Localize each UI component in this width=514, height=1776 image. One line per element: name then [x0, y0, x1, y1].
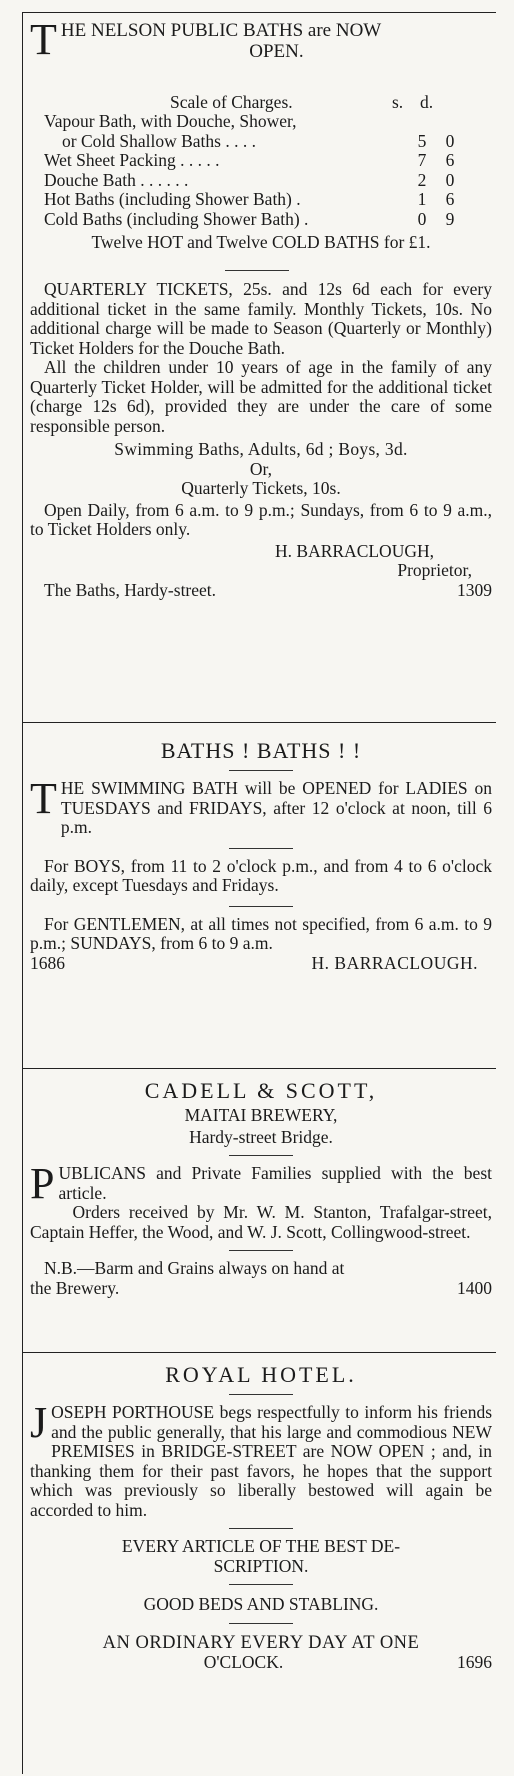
charge-shillings: 7 — [417, 150, 427, 170]
charge-pence: 0 — [445, 130, 455, 151]
nb-line: N.B.—Barm and Grains always on hand at — [44, 1258, 345, 1278]
ad-number: 1309 — [457, 579, 492, 600]
brewery-advertisement — [30, 1078, 492, 1298]
charge-row — [44, 132, 464, 152]
hotel-text: OSEPH PORTHOUSE begs respectfully to inform his friends and the public generally, that his large and commodious NEW PREMISES in BRIDGE-STREET are NOW OPEN ; and, in thanking them for their past favors, he hopes that the support which was previously so liberally bestowed will again be accorded to him. — [30, 1402, 492, 1520]
charge-pence: 9 — [445, 208, 455, 229]
charge-item: Hot Baths (including Shower Bath) . — [44, 189, 301, 209]
or-text: Or, — [249, 458, 273, 479]
ordinary-line2: O'CLOCK. — [203, 1652, 284, 1672]
baths-heading — [30, 15, 492, 64]
charge-shillings: 5 — [417, 130, 427, 151]
every-article-line1: EVERY ARTICLE OF THE BEST DE- — [121, 1536, 401, 1556]
charge-item: Douche Bath . . . . . . — [44, 169, 189, 190]
charge-shillings — [408, 112, 436, 132]
quarterly-tickets: Quarterly Tickets, 10s. — [181, 478, 341, 498]
charge-pence — [436, 112, 464, 132]
boys-paragraph: For BOYS, from 11 to 2 o'clock p.m., and from 4 to 6 o'clock daily, except Tuesdays and Fridays. — [30, 855, 492, 895]
hotel-paragraph — [30, 1398, 492, 1520]
section-rule — [22, 722, 496, 723]
signature: H. BARRACLOUGH. — [311, 952, 478, 973]
swimming-advertisement — [30, 738, 492, 973]
charge-row — [44, 171, 464, 191]
divider — [229, 1584, 293, 1585]
ladies-text: HE SWIMMING BATH will be OPENED for LADIES on TUESDAYS and FRIDAYS, after 12 o'clock at noon, till 6 p.m. — [60, 778, 492, 837]
charge-item: or Cold Shallow Baths . . . . — [62, 130, 256, 151]
signature-row — [30, 954, 492, 974]
ad-number: 1686 — [30, 952, 65, 973]
gentlemen-paragraph: For GENTLEMEN, at all times not specified, from 6 a.m. to 9 p.m.; SUNDAYS, from 6 to 9 a.m. — [30, 913, 492, 953]
left-rule — [22, 12, 23, 1774]
publicans-text: UBLICANS and Private Families supplied with the best article. — [58, 1163, 492, 1203]
section-rule — [22, 1352, 496, 1353]
charge-shillings: 0 — [417, 208, 427, 229]
col-s: s. — [392, 92, 404, 112]
ad-number: 1400 — [457, 1277, 492, 1298]
divider — [229, 770, 293, 771]
hotel-advertisement — [30, 1362, 492, 1673]
newspaper-column — [18, 8, 496, 1768]
charge-row — [44, 190, 464, 210]
divider — [229, 848, 293, 849]
charge-item: Vapour Bath, with Douche, Shower, — [44, 111, 297, 131]
heading-line2: OPEN. — [249, 41, 304, 62]
proprietor-name: H. BARRACLOUGH, — [275, 540, 434, 561]
ad-title: ROYAL HOTEL. — [165, 1362, 357, 1387]
every-article-line2: SCRIPTION. — [213, 1555, 309, 1576]
divider — [229, 1250, 293, 1251]
ad-title: CADELL & SCOTT, — [144, 1078, 378, 1103]
divider — [225, 270, 289, 271]
address: The Baths, Hardy-street. — [44, 579, 217, 600]
ad-number: 1696 — [457, 1652, 492, 1672]
scale-label: Scale of Charges. — [170, 92, 293, 112]
drop-cap: T — [30, 15, 57, 64]
ad-title: BATHS ! BATHS ! ! — [160, 738, 362, 763]
proprietor-title: Proprietor, — [397, 560, 472, 580]
charge-row — [44, 112, 464, 132]
charges-table — [44, 112, 464, 229]
brewery-location: Hardy-street Bridge. — [189, 1126, 333, 1147]
quarterly-section — [30, 280, 492, 600]
children-paragraph: All the children under 10 years of age in the family of any Quarterly Ticket Holder, will be admitted for the additional ticket (charge 12s 6d), provided they are under the care of some responsible person. — [30, 357, 492, 436]
twelve-baths: Twelve HOT and Twelve COLD BATHS for £1. — [91, 232, 431, 252]
ladies-paragraph — [30, 774, 492, 838]
col-d: d. — [420, 92, 434, 112]
charge-pence: 0 — [445, 169, 455, 190]
charge-pence: 6 — [445, 189, 455, 209]
charge-item: Wet Sheet Packing . . . . . — [44, 150, 220, 170]
section-rule — [22, 1068, 496, 1069]
brewery-name: MAITAI BREWERY, — [184, 1105, 338, 1125]
drop-cap: J — [30, 1398, 48, 1447]
scale-header — [30, 92, 492, 112]
ordinary-row — [30, 1653, 492, 1673]
divider — [229, 1623, 293, 1624]
address-row — [30, 581, 492, 601]
ordinary-line1: AN ORDINARY EVERY DAY AT ONE — [102, 1632, 420, 1653]
charge-pence: 6 — [445, 150, 455, 170]
charge-shillings: 2 — [417, 169, 427, 190]
brewery-row — [30, 1279, 492, 1299]
divider — [229, 906, 293, 907]
divider — [229, 1155, 293, 1156]
swimming-prices: Swimming Baths, Adults, 6d ; Boys, 3d. — [114, 439, 408, 459]
charge-row — [44, 151, 464, 171]
drop-cap: T — [30, 774, 57, 823]
charge-shillings: 1 — [417, 189, 427, 209]
drop-cap: P — [30, 1159, 55, 1208]
open-daily: Open Daily, from 6 a.m. to 9 p.m.; Sundays, from 6 to 9 a.m., to Ticket Holders only. — [30, 499, 492, 539]
orders-paragraph: Orders received by Mr. W. M. Stanton, Trafalgar-street, Captain Heffer, the Wood, and W. J. Scott, Collingwood-street. — [30, 1202, 492, 1242]
divider — [229, 1528, 293, 1529]
heading-text: HE NELSON PUBLIC BATHS are NOW — [60, 20, 382, 41]
top-rule — [22, 12, 496, 13]
beds-line: GOOD BEDS AND STABLING. — [143, 1594, 379, 1614]
divider — [229, 1394, 293, 1395]
brewery-text: the Brewery. — [30, 1277, 120, 1298]
charge-row — [44, 210, 464, 230]
quarterly-paragraph: QUARTERLY TICKETS, 25s. and 12s 6d each for every additional ticket in the same family. Monthly Tickets, 10s. No additional charge will be made to Season (Quarterly or Monthly) Ticket Holders for the Douche Bath. — [30, 279, 492, 358]
publicans-paragraph — [30, 1159, 492, 1208]
charge-item: Cold Baths (including Shower Bath) . — [44, 208, 309, 229]
baths-advertisement — [30, 15, 492, 253]
